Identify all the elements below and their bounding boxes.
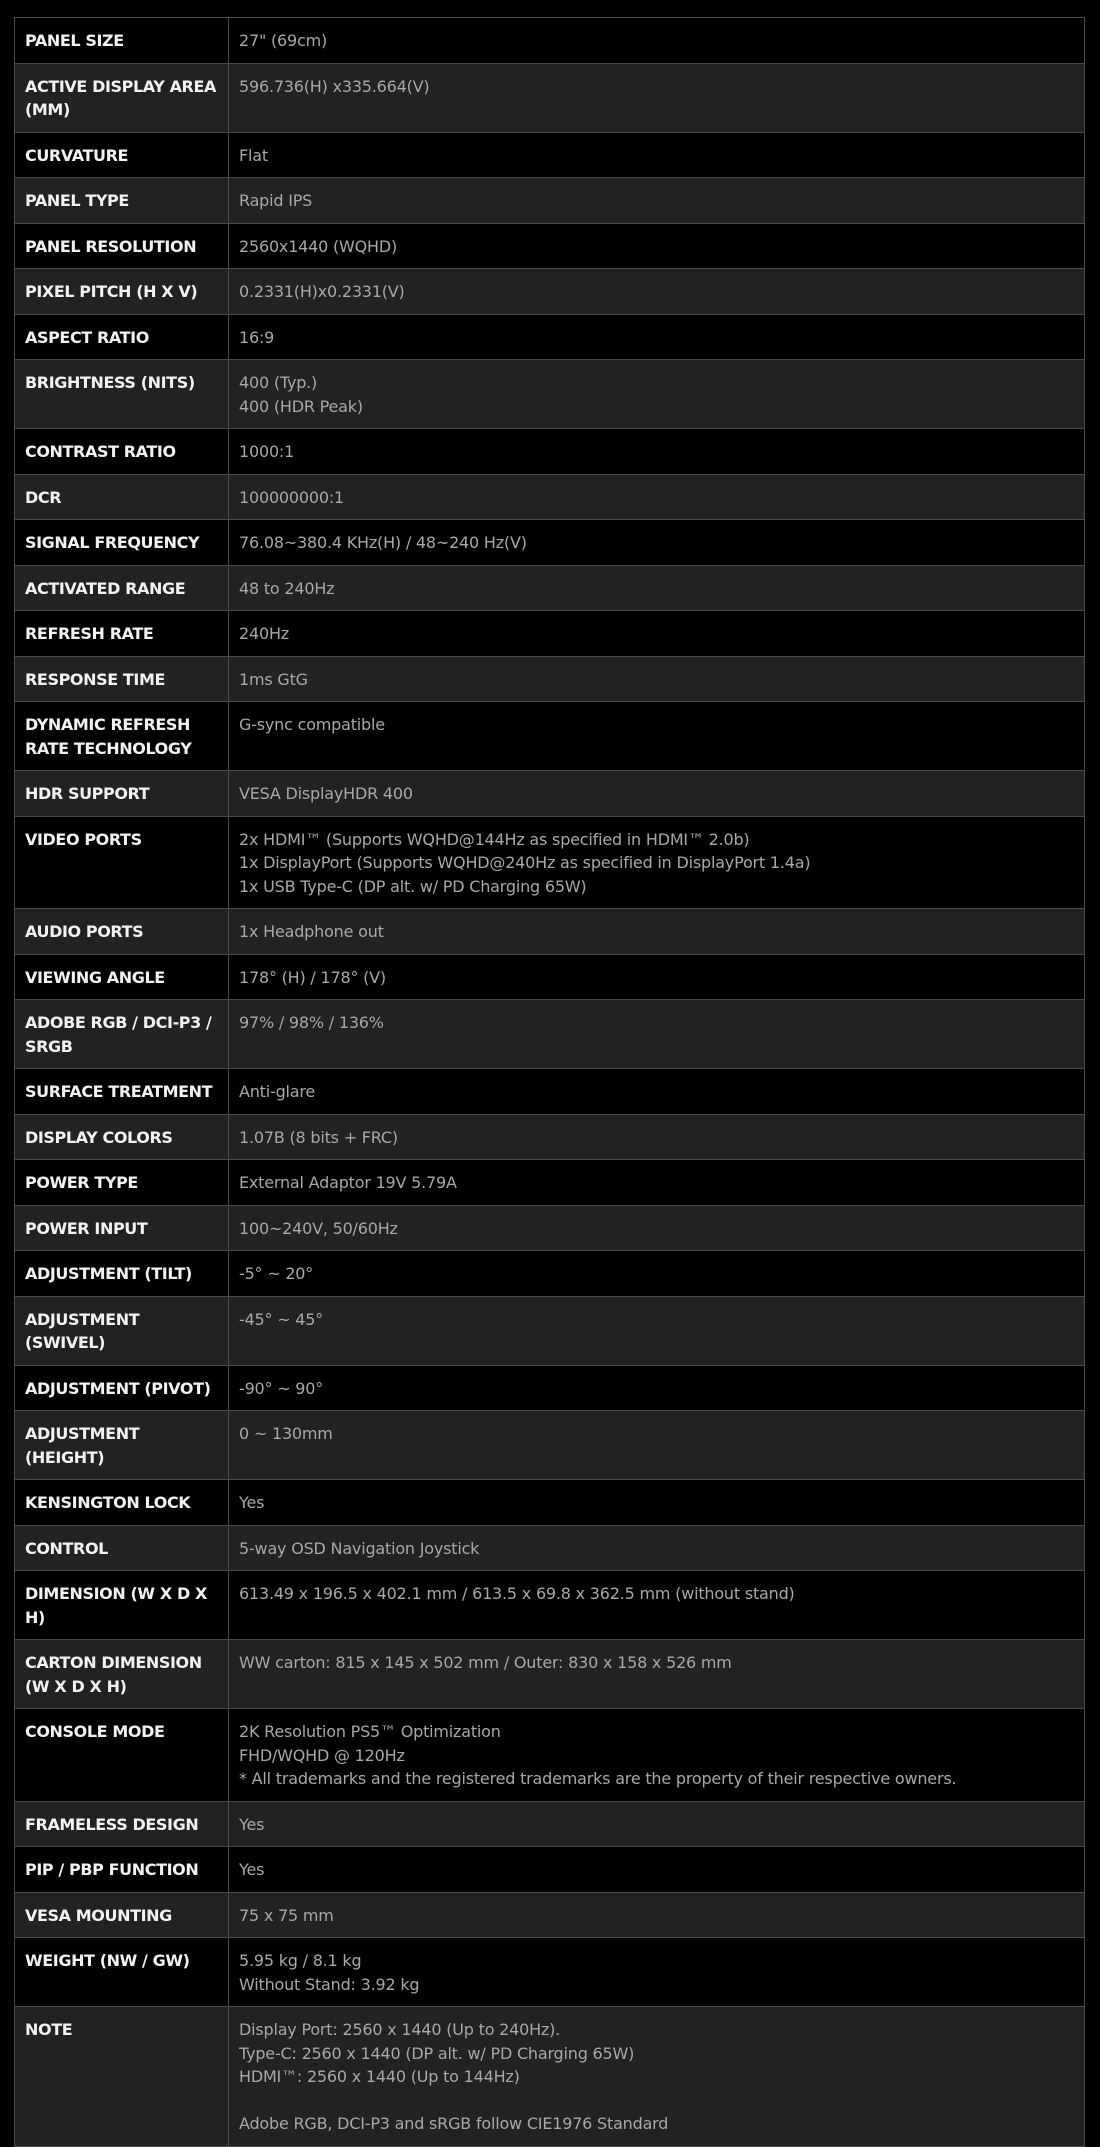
spec-value — [229, 611, 1085, 657]
table-row — [15, 1938, 1085, 2007]
spec-value-line: 0.2331(H)x0.2331(V) — [239, 282, 405, 301]
table-row — [15, 1892, 1085, 1938]
spec-value — [229, 132, 1085, 178]
spec-value — [229, 816, 1085, 909]
spec-value-line: 5-way OSD Navigation Joystick — [239, 1538, 480, 1558]
spec-value — [229, 1847, 1085, 1893]
spec-label: DISPLAY COLORS — [15, 1114, 229, 1160]
spec-value-line: G-sync compatible — [239, 715, 385, 734]
spec-label: ADJUSTMENT (HEIGHT) — [15, 1411, 229, 1480]
table-row — [15, 1640, 1085, 1709]
table-row — [15, 314, 1085, 360]
spec-value-line: 1ms GtG — [239, 669, 308, 689]
spec-label: DIMENSION (W X D X H) — [15, 1571, 229, 1640]
spec-value-line: VESA DisplayHDR 400 — [239, 784, 413, 803]
spec-label: REFRESH RATE — [15, 611, 229, 657]
spec-value-line: 596.736(H) x335.664(V) — [239, 76, 430, 96]
spec-label: PANEL SIZE — [15, 18, 229, 64]
spec-value-line: 5.95 kg / 8.1 kg — [239, 1951, 362, 1970]
spec-label: CARTON DIMENSION (W X D X H) — [15, 1640, 229, 1709]
spec-value-line: 1x Headphone out — [239, 922, 384, 941]
spec-label: BRIGHTNESS (NITS) — [15, 360, 229, 429]
spec-value — [229, 1251, 1085, 1297]
spec-value-line: Rapid IPS — [239, 191, 313, 210]
spec-value — [229, 269, 1085, 315]
table-row — [15, 360, 1085, 429]
table-row — [15, 1525, 1085, 1571]
spec-value — [229, 520, 1085, 566]
spec-label: ADJUSTMENT (PIVOT) — [15, 1365, 229, 1411]
spec-value-line: -45° ~ 45° — [239, 1309, 324, 1329]
table-row — [15, 816, 1085, 909]
spec-value-line: External Adaptor 19V 5.79A — [239, 1173, 457, 1192]
spec-value — [229, 1160, 1085, 1206]
spec-value — [229, 1480, 1085, 1526]
spec-label: SURFACE TREATMENT — [15, 1069, 229, 1115]
spec-value-line: Adobe RGB, DCI-P3 and sRGB follow CIE1976 Standard — [239, 2114, 669, 2133]
table-row — [15, 178, 1085, 224]
spec-value-line: 100000000:1 — [239, 487, 344, 507]
spec-label: CONTRAST RATIO — [15, 429, 229, 475]
spec-value — [229, 314, 1085, 360]
table-row — [15, 1847, 1085, 1893]
spec-label: DCR — [15, 474, 229, 520]
table-row — [15, 1571, 1085, 1640]
spec-label: RESPONSE TIME — [15, 656, 229, 702]
spec-value — [229, 702, 1085, 771]
spec-table-body — [15, 18, 1085, 2147]
spec-label: ADOBE RGB / DCI-P3 / SRGB — [15, 1000, 229, 1069]
spec-value-line: 2x HDMI™ (Supports WQHD@144Hz as specified in HDMI™ 2.0b) — [239, 829, 750, 849]
spec-value-line: 2K Resolution PS5™ Optimization — [239, 1722, 501, 1741]
table-row — [15, 1069, 1085, 1115]
table-row — [15, 771, 1085, 817]
spec-label: POWER INPUT — [15, 1205, 229, 1251]
spec-label: ADJUSTMENT (TILT) — [15, 1251, 229, 1297]
spec-value — [229, 223, 1085, 269]
spec-value — [229, 909, 1085, 955]
spec-label: HDR SUPPORT — [15, 771, 229, 817]
spec-value-line: Yes — [239, 1860, 265, 1879]
spec-value — [229, 1938, 1085, 2007]
table-row — [15, 223, 1085, 269]
table-row — [15, 429, 1085, 475]
table-row — [15, 474, 1085, 520]
spec-value — [229, 1892, 1085, 1938]
spec-value-line: 613.49 x 196.5 x 402.1 mm / 613.5 x 69.8 x 362.5 mm (without stand) — [239, 1584, 795, 1603]
table-row — [15, 1709, 1085, 1802]
spec-label: FRAMELESS DESIGN — [15, 1801, 229, 1847]
spec-label: ASPECT RATIO — [15, 314, 229, 360]
table-row — [15, 1801, 1085, 1847]
spec-value — [229, 1114, 1085, 1160]
table-row — [15, 1160, 1085, 1206]
spec-label: ACTIVE DISPLAY AREA (MM) — [15, 63, 229, 132]
spec-value-line: 1000:1 — [239, 442, 295, 461]
spec-label: NOTE — [15, 2007, 229, 2147]
spec-value — [229, 63, 1085, 132]
spec-label: AUDIO PORTS — [15, 909, 229, 955]
spec-value — [229, 1411, 1085, 1480]
spec-label: CONSOLE MODE — [15, 1709, 229, 1802]
table-row — [15, 954, 1085, 1000]
spec-label: CONTROL — [15, 1525, 229, 1571]
spec-value-line: 1x DisplayPort (Supports WQHD@240Hz as specified in DisplayPort 1.4a) — [239, 853, 811, 872]
spec-value — [229, 429, 1085, 475]
spec-label: PANEL TYPE — [15, 178, 229, 224]
table-row — [15, 2007, 1085, 2147]
spec-table — [14, 17, 1085, 2147]
spec-label: DYNAMIC REFRESH RATE TECHNOLOGY — [15, 702, 229, 771]
spec-value-line: Display Port: 2560 x 1440 (Up to 240Hz). — [239, 2020, 561, 2039]
table-row — [15, 1251, 1085, 1297]
spec-value-line: Flat — [239, 145, 268, 165]
spec-value — [229, 1365, 1085, 1411]
spec-label: SIGNAL FREQUENCY — [15, 520, 229, 566]
spec-value-line: 76.08~380.4 KHz(H) / 48~240 Hz(V) — [239, 533, 527, 552]
spec-value-line: 240Hz — [239, 624, 289, 643]
spec-label: PIXEL PITCH (H X V) — [15, 269, 229, 315]
table-row — [15, 520, 1085, 566]
spec-value — [229, 1296, 1085, 1365]
spec-value — [229, 1571, 1085, 1640]
spec-label: PANEL RESOLUTION — [15, 223, 229, 269]
spec-value — [229, 1640, 1085, 1709]
spec-value — [229, 474, 1085, 520]
table-row — [15, 1205, 1085, 1251]
spec-value — [229, 2007, 1085, 2147]
spec-label: CURVATURE — [15, 132, 229, 178]
table-row — [15, 1365, 1085, 1411]
table-row — [15, 611, 1085, 657]
spec-label: VIDEO PORTS — [15, 816, 229, 909]
spec-value-line: Yes — [239, 1814, 265, 1834]
spec-value-line: Anti-glare — [239, 1082, 316, 1101]
spec-value-line: 178° (H) / 178° (V) — [239, 967, 386, 987]
spec-label: ACTIVATED RANGE — [15, 565, 229, 611]
spec-value-line: 48 to 240Hz — [239, 578, 335, 598]
spec-value-line: 0 ~ 130mm — [239, 1424, 333, 1443]
spec-value-line: Type-C: 2560 x 1440 (DP alt. w/ PD Charging 65W) — [239, 2043, 635, 2063]
table-row — [15, 1480, 1085, 1526]
spec-label: KENSINGTON LOCK — [15, 1480, 229, 1526]
spec-label: PIP / PBP FUNCTION — [15, 1847, 229, 1893]
spec-value-line: -5° ~ 20° — [239, 1264, 314, 1283]
spec-value — [229, 656, 1085, 702]
spec-value — [229, 360, 1085, 429]
spec-label: VESA MOUNTING — [15, 1892, 229, 1938]
spec-value-line: WW carton: 815 x 145 x 502 mm / Outer: 830 x 158 x 526 mm — [239, 1653, 732, 1672]
spec-label: VIEWING ANGLE — [15, 954, 229, 1000]
spec-label: WEIGHT (NW / GW) — [15, 1938, 229, 2007]
spec-value-line: -90° ~ 90° — [239, 1378, 324, 1398]
spec-value-line: 1.07B (8 bits + FRC) — [239, 1127, 398, 1147]
spec-value-line: 400 (HDR Peak) — [239, 396, 363, 416]
spec-value — [229, 1205, 1085, 1251]
spec-value-line: 27" (69cm) — [239, 31, 328, 50]
spec-value — [229, 771, 1085, 817]
table-row — [15, 63, 1085, 132]
table-row — [15, 1296, 1085, 1365]
spec-value-line: FHD/WQHD @ 120Hz — [239, 1745, 405, 1765]
spec-value — [229, 1801, 1085, 1847]
table-row — [15, 269, 1085, 315]
spec-value-line: 1x USB Type-C (DP alt. w/ PD Charging 65W) — [239, 876, 587, 896]
spec-value-line: 400 (Typ.) — [239, 373, 318, 392]
spec-value-line: 100~240V, 50/60Hz — [239, 1218, 398, 1238]
spec-value-line: Yes — [239, 1493, 265, 1512]
spec-value-line: 97% / 98% / 136% — [239, 1013, 384, 1032]
spec-value — [229, 18, 1085, 64]
table-row — [15, 1411, 1085, 1480]
spec-value-line: 75 x 75 mm — [239, 1905, 334, 1925]
table-row — [15, 656, 1085, 702]
spec-value-line — [239, 2089, 1074, 2113]
table-row — [15, 132, 1085, 178]
spec-label: ADJUSTMENT (SWIVEL) — [15, 1296, 229, 1365]
spec-value-line: Without Stand: 3.92 kg — [239, 1974, 420, 1994]
spec-value-line: * All trademarks and the registered trademarks are the property of their respective owners. — [239, 1769, 957, 1788]
spec-value — [229, 954, 1085, 1000]
table-row — [15, 1000, 1085, 1069]
spec-value — [229, 1000, 1085, 1069]
table-row — [15, 909, 1085, 955]
table-row — [15, 18, 1085, 64]
spec-value — [229, 1709, 1085, 1802]
spec-value-line: HDMI™: 2560 x 1440 (Up to 144Hz) — [239, 2067, 520, 2086]
spec-value — [229, 1069, 1085, 1115]
spec-value — [229, 1525, 1085, 1571]
spec-value — [229, 178, 1085, 224]
spec-value — [229, 565, 1085, 611]
table-row — [15, 565, 1085, 611]
table-row — [15, 702, 1085, 771]
spec-label: POWER TYPE — [15, 1160, 229, 1206]
spec-value-line: 2560x1440 (WQHD) — [239, 236, 398, 256]
table-row — [15, 1114, 1085, 1160]
spec-value-line: 16:9 — [239, 327, 275, 347]
